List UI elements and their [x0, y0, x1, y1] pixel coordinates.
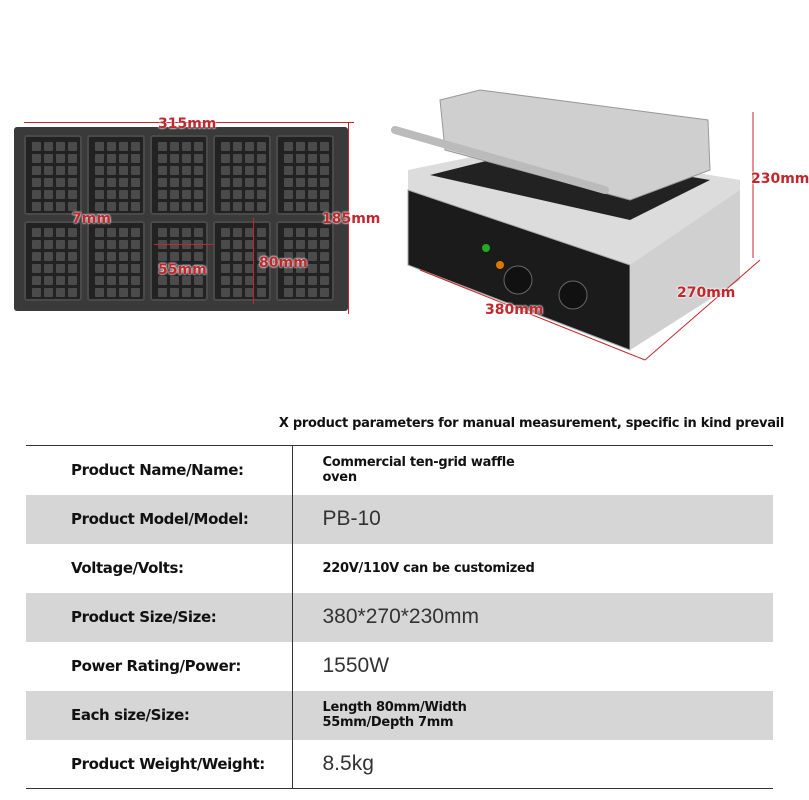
spec-row — [26, 446, 773, 495]
waffle-cell — [24, 221, 82, 301]
spec-row — [26, 544, 773, 593]
measurement-note: X product parameters for manual measurement, specific in kind prevail — [278, 416, 784, 431]
spec-label: Product Size/Size: — [26, 593, 292, 642]
spec-label: Product Weight/Weight: — [26, 740, 292, 789]
spec-label: Product Name/Name: — [26, 446, 292, 495]
spec-table — [26, 445, 773, 789]
waffle-cell — [150, 135, 208, 215]
plate-width-label: 315mm — [158, 116, 217, 132]
dimension-line — [154, 244, 214, 245]
dimension-line — [253, 218, 254, 304]
spec-label: Product Model/Model: — [26, 495, 292, 544]
cell-width-label: 55mm — [158, 262, 207, 278]
spec-value-cell — [292, 691, 773, 740]
spec-value: PB-10 — [322, 507, 381, 530]
spec-value: 8.5kg — [322, 751, 374, 775]
waffle-cell — [150, 221, 208, 301]
spec-row — [26, 691, 773, 740]
waffle-cell — [87, 135, 145, 215]
spec-value: 1550W — [322, 654, 390, 677]
spec-value: 220V/110V can be customized — [322, 560, 535, 576]
spec-label: Voltage/Volts: — [26, 544, 292, 593]
plate-height-label: 185mm — [322, 211, 381, 227]
spec-value: Length 80mm/Width 55mm/Depth 7mm — [322, 700, 467, 730]
machine-depth-label: 270mm — [677, 285, 736, 301]
plate-depth-label: 7mm — [72, 211, 111, 227]
waffle-machine-image — [390, 90, 800, 380]
machine-height-label: 230mm — [751, 171, 809, 187]
waffle-cell — [213, 135, 271, 215]
spec-value-cell — [292, 446, 773, 495]
spec-row — [26, 642, 773, 691]
spec-label: Each size/Size: — [26, 691, 292, 740]
waffle-plate-image — [14, 127, 348, 311]
spec-value-cell — [292, 740, 773, 789]
spec-value: Commercial ten-grid waffle oven — [322, 455, 515, 486]
spec-row — [26, 593, 773, 642]
spec-value-cell — [292, 495, 773, 544]
spec-value-cell — [292, 544, 773, 593]
cell-height-label: 80mm — [259, 255, 308, 271]
waffle-cell — [87, 221, 145, 301]
spec-value-cell — [292, 593, 773, 642]
spec-label: Power Rating/Power: — [26, 642, 292, 691]
spec-row — [26, 740, 773, 789]
waffle-cell — [24, 135, 82, 215]
spec-row — [26, 495, 773, 544]
machine-width-label: 380mm — [485, 302, 544, 318]
waffle-cell — [276, 135, 334, 215]
spec-value: 380*270*230mm — [322, 605, 479, 628]
spec-value-cell — [292, 642, 773, 691]
